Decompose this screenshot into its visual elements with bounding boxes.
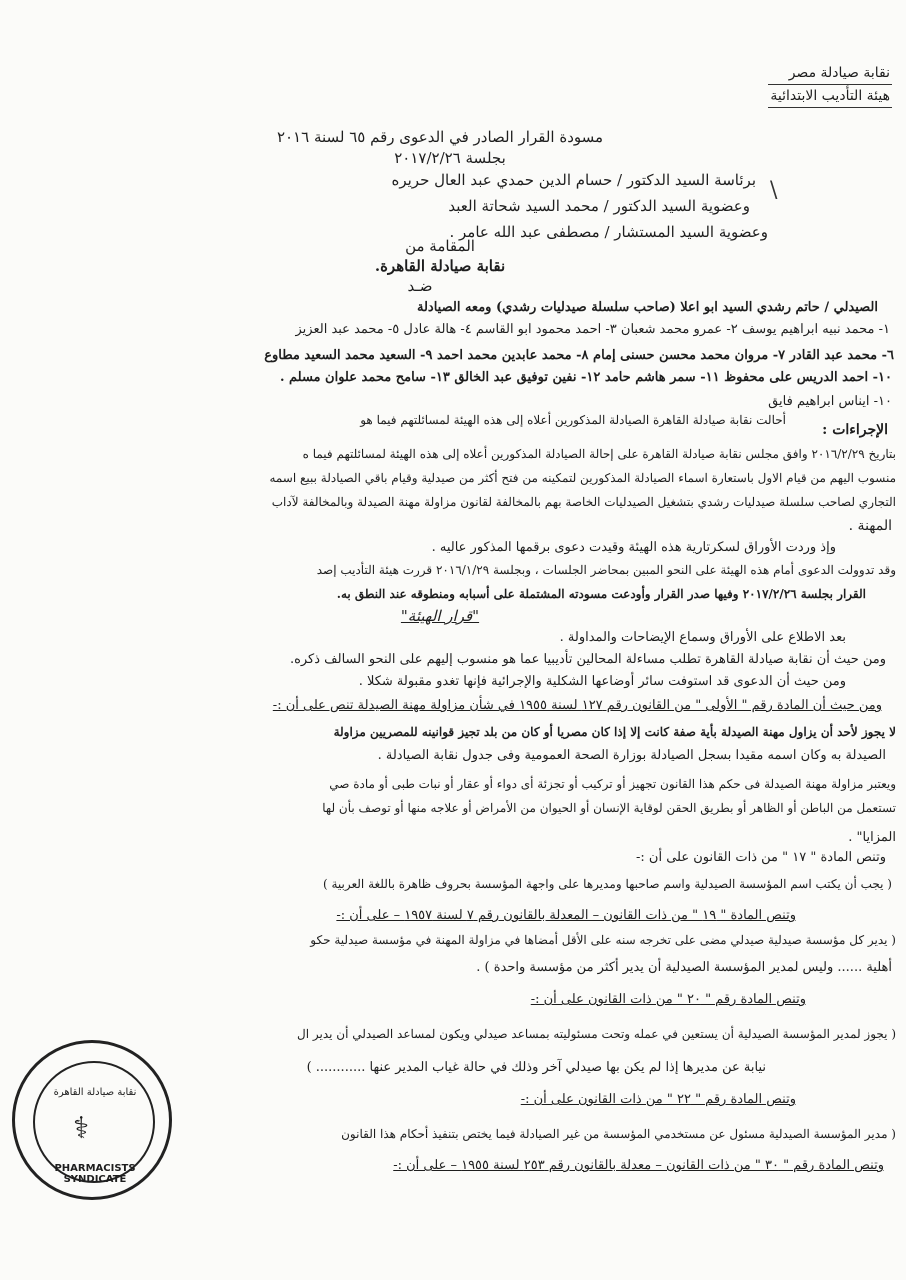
procedures-p1-line-1: بتاريخ ٢٠١٦/٢/٢٩ وافق مجلس نقابة صيادلة القاهرة على إحالة الصيادلة المذكورين أعلاه إلى هذه الهيئة لمسائلتهم فيما ه xyxy=(302,447,896,461)
procedures-heading: الإجراءات : xyxy=(822,422,888,438)
decision-line-8: تستعمل من الباطن أو الظاهر أو بطريق الحقن لوقاية الإنسان أو الحيوان من الأمراض أو علاجه منها أو توصف بأن لها xyxy=(322,801,896,815)
procedures-p1-line-4: المهنة . xyxy=(848,518,892,534)
panel-chair: برئاسة السيد الدكتور / حسام الدين حمدي عبد العال حريره xyxy=(391,171,756,189)
defendants-line-1: ١- محمد نبيه ابراهيم يوسف ٢- عمرو محمد شعبان ٣- احمد محمود ابو القاسم ٤- هالة عادل ٥- محمد عبد العزيز xyxy=(295,322,890,337)
letterhead xyxy=(768,62,892,108)
procedures-p2-line-2: وقد تدوولت الدعوى أمام هذه الهيئة على النحو المبين بمحاضر الجلسات ، وبجلسة ٢٠١٦/١/٢٩ قررت هيئة التأديب إصد xyxy=(316,563,896,577)
decision-line-12: وتنص المادة " ١٩ " من ذات القانون – المعدلة بالقانون رقم ٧ لسنة ١٩٥٧ – على أن :- xyxy=(336,908,796,923)
margin-mark: \ xyxy=(770,178,778,203)
decision-line-9: المزايا" . xyxy=(848,830,896,845)
procedures-p1-line-2: منسوب اليهم من قيام الاول باستعارة اسماء الصيادلة المذكورين لتمكينه من فتح أكثر من صيدلية وقيام باقي الصيادلة ببيع اسمه xyxy=(269,471,896,485)
panel-member-1: وعضوية السيد الدكتور / محمد السيد شحاتة العبد xyxy=(448,197,750,215)
decision-line-15: وتنص المادة رقم " ٢٠ " من ذات القانون على أن :- xyxy=(530,992,806,1007)
defendants-line-3: ١٠- احمد الدريس على محفوظ ١١- سمر هاشم حامد ١٢- نفين توفيق عبد الخالق ١٣- سامح محمد علوان مسلم . xyxy=(279,370,892,385)
filed-by: المقامة من xyxy=(405,237,475,255)
decision-line-17: نيابة عن مديرها إذا لم يكن بها صيدلي آخر وذلك في حالة غياب المدير عنها ............ ) xyxy=(306,1060,766,1075)
defendants-line-4: ١٠- ايناس ابراهيم فايق xyxy=(768,394,892,409)
procedures-p2-line-1: وإذ وردت الأوراق لسكرتارية هذه الهيئة وقيدت دعوى برقمها المذكور عاليه . xyxy=(431,540,836,555)
seal-english-text: PHARMACISTS SYNDICATE xyxy=(54,1163,136,1185)
decision-line-3: ومن حيث أن الدعوى قد استوفت سائر أوضاعها الشكلية والإجرائية فإنها تغدو مقبولة شكلا . xyxy=(358,674,846,689)
title-line-2: بجلسة ٢٠١٧/٢/٢٦ xyxy=(394,149,506,167)
decision-line-1: بعد الاطلاع على الأوراق وسماع الإيضاحات والمداولة . xyxy=(559,630,846,645)
decision-line-6: الصيدلة به وكان اسمه مقيدا بسجل الصيادلة بوزارة الصحة العمومية وفى جدول نقابة الصيادلة . xyxy=(377,748,886,763)
decision-line-2: ومن حيث أن نقابة صيادلة القاهرة تطلب مساءلة المحالين تأديبيا عما هو منسوب إليهم على النحو السالف ذكره. xyxy=(289,652,886,667)
procedures-p2-line-3: القرار بجلسة ٢٠١٧/٢/٢٦ وفيها صدر القرار وأودعت مسودته المشتملة على أسبابه ومنطوقه عند النطق به. xyxy=(336,587,866,601)
title-line-1: مسودة القرار الصادر في الدعوى رقم ٦٥ لسنة ٢٠١٦ xyxy=(276,128,604,146)
decision-heading: "قرار الهيئة" xyxy=(400,607,480,625)
decision-line-18: وتنص المادة رقم " ٢٢ " من ذات القانون على أن :- xyxy=(520,1092,796,1107)
decision-line-5: لا يجوز لأحد أن يزاول مهنة الصيدلة بأية صفة كانت إلا إذا كان مصريا أو كان من بلد تجيز قوانينه للمصريين مزاولة xyxy=(333,725,896,739)
syndicate-seal xyxy=(12,1040,172,1200)
procedures-p1-line-3: التجاري لصاحب سلسلة صيدليات رشدي بتشغيل الصيدليات الخاصة بهم بالمخالفة لقانون مزاولة مهنة الصيدلة وبالمخالفة لآداب xyxy=(271,495,896,509)
decision-line-10: وتنص المادة " ١٧ " من ذات القانون على أن :- xyxy=(636,850,886,865)
decision-line-19: ( مدير المؤسسة الصيدلية مسئول عن مستخدمي المؤسسة من غير الصيادلة فيما يختص بتنفيذ أحكام هذا القانون xyxy=(341,1127,896,1141)
letterhead-authority: هيئة التأديب الابتدائية xyxy=(768,85,892,108)
procedures-intro: أحالت نقابة صيادلة القاهرة الصيادلة المذكورين أعلاه إلى هذه الهيئة لمسائلتهم فيما هو xyxy=(360,413,786,427)
decision-line-14: أهلية ...... وليس لمدير المؤسسة الصيدلية أن يدير أكثر من مؤسسة واحدة ) . xyxy=(476,960,892,975)
decision-line-20: وتنص المادة رقم " ٣٠ " من ذات القانون – معدلة بالقانون رقم ٢٥٣ لسنة ١٩٥٥ – على أن :- xyxy=(393,1158,884,1173)
panel-member-2: وعضوية السيد المستشار / مصطفى عبد الله عامر . xyxy=(449,223,768,241)
defendants-line-2: ٦- محمد عبد القادر ٧- مروان محمد محسن حسنى إمام ٨- محمد عابدين محمد احمد ٩- السعيد محمد السعيد مطاوع xyxy=(264,348,894,363)
decision-line-16: ( يجوز لمدير المؤسسة الصيدلية أن يستعين في عمله وتحت مسئوليته بمساعد صيدلي ويكون لمساعد الصيدلي أن يدير ال xyxy=(297,1027,896,1041)
decision-line-11: ( يجب أن يكتب اسم المؤسسة الصيدلية واسم صاحبها ومديرها على واجهة المؤسسة بحروف ظاهرة باللغة العربية ) xyxy=(322,877,892,891)
decision-line-7: ويعتبر مزاولة مهنة الصيدلة فى حكم هذا القانون تجهيز أو تركيب أو تجزئة أى دواء أو عقار أو نبات طبى أو مادة صي xyxy=(329,777,896,791)
decision-line-13: ( يدير كل مؤسسة صيدلية صيدلي مضى على تخرجه سنه على الأقل أمضاها في مزاولة المهنة في مؤسسة صيدلية حكو xyxy=(310,933,896,947)
seal-arabic-text: نقابة صيادلة القاهرة xyxy=(53,1087,137,1098)
letterhead-syndicate: نقابة صيادلة مصر xyxy=(768,62,892,85)
plaintiff: نقابة صيادلة القاهرة. xyxy=(374,257,506,275)
defendants-head: الصيدلي / حاتم رشدي السيد ابو اعلا (صاحب سلسلة صيدليات رشدي) ومعه الصيادلة xyxy=(416,300,878,315)
caduceus-icon: ⚕ xyxy=(73,1111,90,1146)
against-label: ضـد xyxy=(407,277,433,295)
decision-line-4: ومن حيث أن المادة رقم " الأولى " من القانون رقم ١٢٧ لسنة ١٩٥٥ في شأن مزاولة مهنة الصيدلة تنص على أن :- xyxy=(272,698,882,713)
